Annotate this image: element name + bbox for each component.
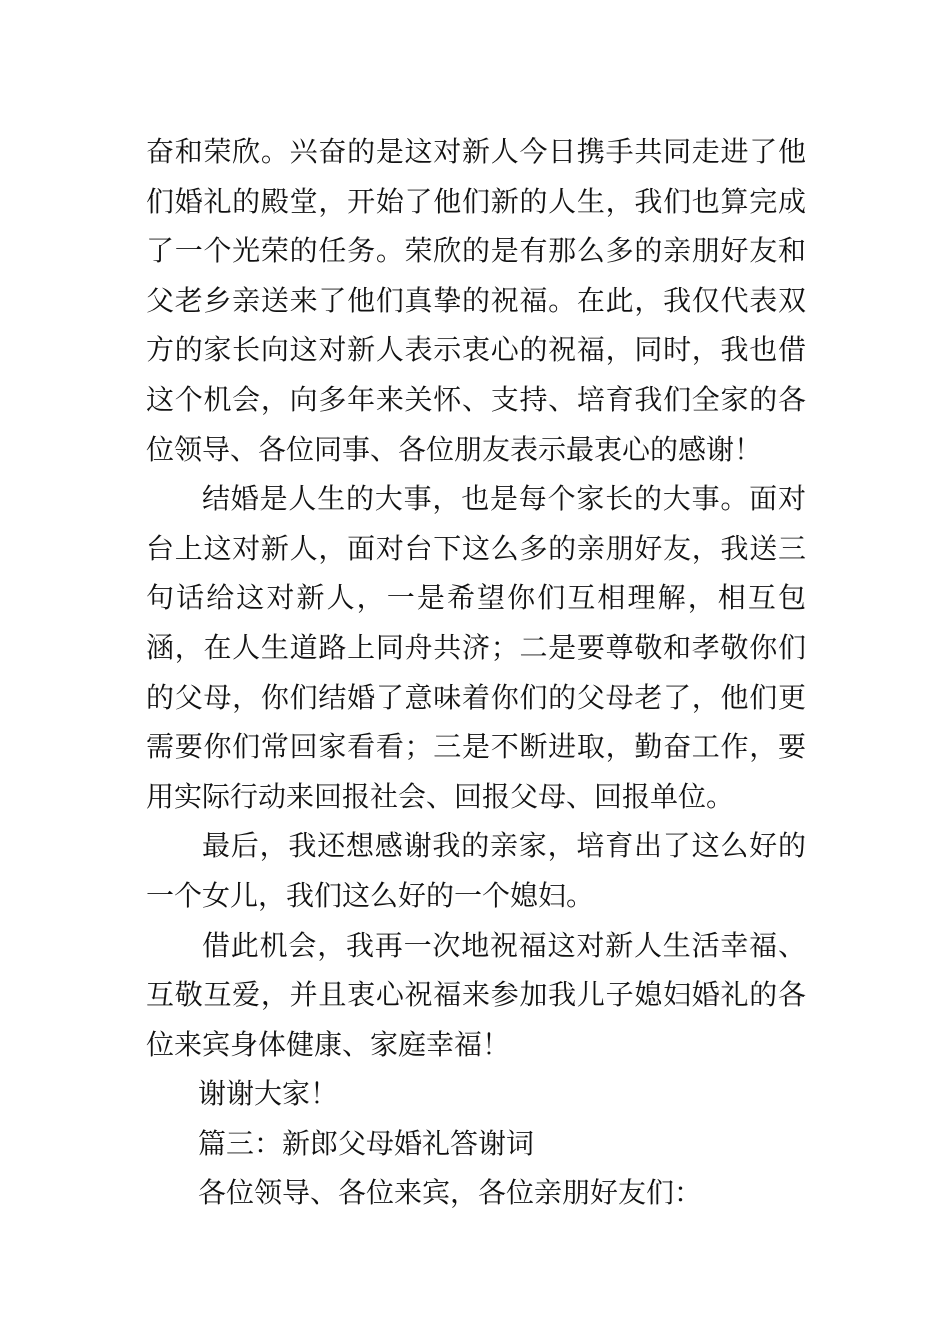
document-body	[146, 127, 806, 1218]
paragraph-salutation: 各位领导、各位来宾，各位亲朋好友们：	[198, 1176, 703, 1210]
paragraph-marriage-advice: 结婚是人生的大事，也是每个家长的大事。面对台上这对新人，面对台下这么多的亲朋好友，我送三句话给这对新人，一是希望你们互相理解，相互包涵，在人生道路上同舟共济；二是要尊敬和孝敬你们的父母，你们结婚了意味着你们的父母老了，他们更需要你们常回家看看；三是不断进取，勤奋工作，要用实际行动来回报社会、回报父母、回报单位。	[146, 482, 806, 813]
paragraph-continued-thanks: 奋和荣欣。兴奋的是这对新人今日携手共同走进了他们婚礼的殿堂，开始了他们新的人生，我们也算完成了一个光荣的任务。荣欣的是有那么多的亲朋好友和父老乡亲送来了他们真挚的祝福。在此，我仅代表双方的家长向这对新人表示衷心的祝福，同时，我也借这个机会，向多年来关怀、支持、培育我们全家的各位领导、各位同事、各位朋友表示最衷心的感谢！	[146, 135, 806, 466]
paragraph-thank-you: 谢谢大家！	[198, 1077, 339, 1111]
section-heading-part-three: 篇三：新郎父母婚礼答谢词	[198, 1126, 535, 1160]
paragraph-blessing-guests: 借此机会，我再一次地祝福这对新人生活幸福、互敬互爱，并且衷心祝福来参加我儿子媳妇婚礼的各位来宾身体健康、家庭幸福！	[146, 928, 806, 1061]
paragraph-thanks-in-laws: 最后，我还想感谢我的亲家，培育出了这么好的一个女儿，我们这么好的一个媳妇。	[146, 829, 806, 912]
